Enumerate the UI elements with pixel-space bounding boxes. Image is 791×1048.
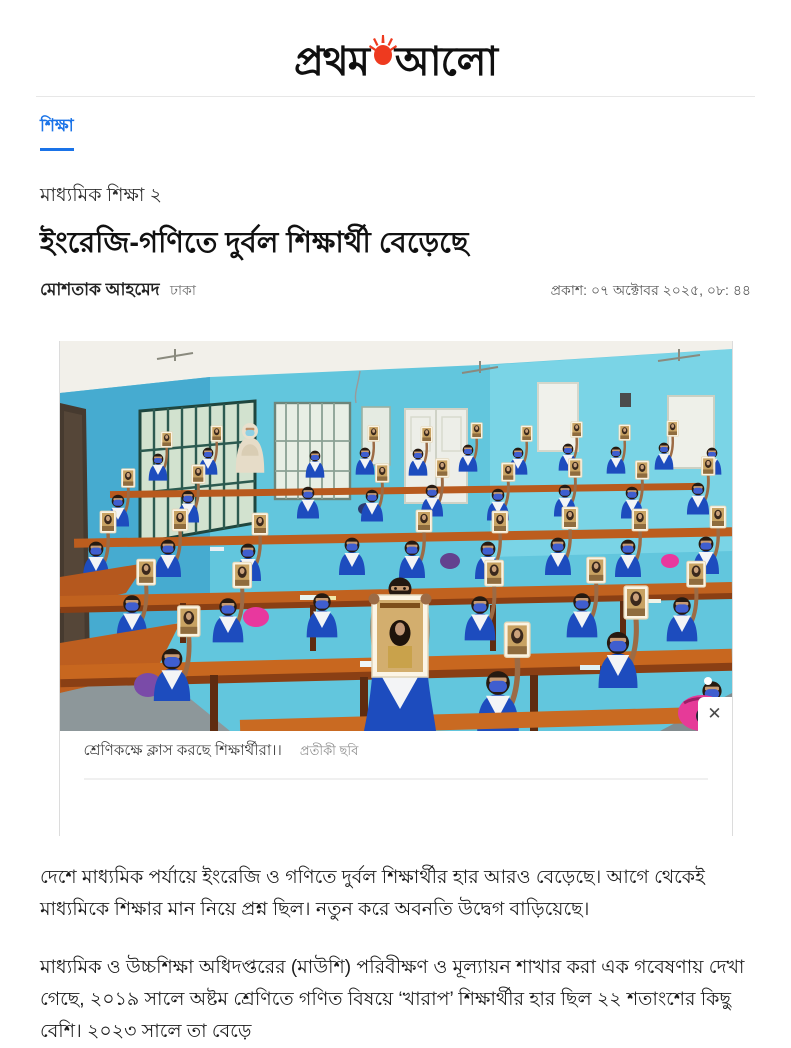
byline [40, 277, 196, 305]
logo-text-right: আলো [394, 40, 498, 84]
site-header [36, 0, 755, 97]
author-location: ঢাকা [170, 282, 196, 299]
close-icon[interactable] [698, 697, 732, 731]
article-photo [60, 341, 732, 731]
brand-logo[interactable] [294, 42, 497, 82]
classroom-illustration [60, 341, 732, 731]
photo-box [59, 341, 733, 836]
headline: ইংরেজি-গণিতে দুর্বল শিক্ষার্থী বেড়েছে [40, 227, 469, 259]
article-figure [40, 341, 751, 836]
photo-credit: প্রতীকী ছবি [299, 743, 359, 759]
kicker: মাধ্যমিক শিক্ষা ২ [40, 185, 162, 206]
author-name[interactable]: মোশতাক আহমেদ [40, 280, 160, 300]
sun-icon [368, 33, 398, 74]
body-paragraph: মাধ্যমিক ও উচ্চশিক্ষা অধিদপ্তরের (মাউশি) পরিবীক্ষণ ও মূল্যায়ন শাখার করা এক গবেষণায় দেখা গেছে, ২০১৯ সালে অষ্টম শ্রেণিতে গণিত বিষয়ে ‘খারাপ’ শিক্ষার্থীর হার ছিল ২২ শতাংশের কিছু বেশি। ২০২৩ সালে তা বেড়ে [40, 957, 745, 1042]
photo-caption: শ্রেণিকক্ষে ক্লাস করছে শিক্ষার্থীরা।। [83, 742, 282, 760]
category-link[interactable]: শিক্ষা [40, 113, 74, 151]
meta-row [40, 277, 751, 305]
publish-date: প্রকাশ: ০৭ অক্টোবর ২০২৫, ০৮: ৪৪ [550, 282, 751, 299]
logo-text-left: প্রথম [293, 40, 369, 84]
photo-caption-row [84, 739, 708, 780]
body-paragraph: দেশে মাধ্যমিক পর্যায়ে ইংরেজি ও গণিতে দুর্বল শিক্ষার্থীর হার আরও বেড়েছে। আগে থেকেই মাধ্যমিকে শিক্ষার মান নিয়ে প্রশ্ন ছিল। নতুন করে অবনতি উদ্বেগ বাড়িয়েছে। [40, 867, 705, 921]
close-icon-glyph: ✕ [707, 704, 722, 724]
article-page [0, 97, 791, 1048]
